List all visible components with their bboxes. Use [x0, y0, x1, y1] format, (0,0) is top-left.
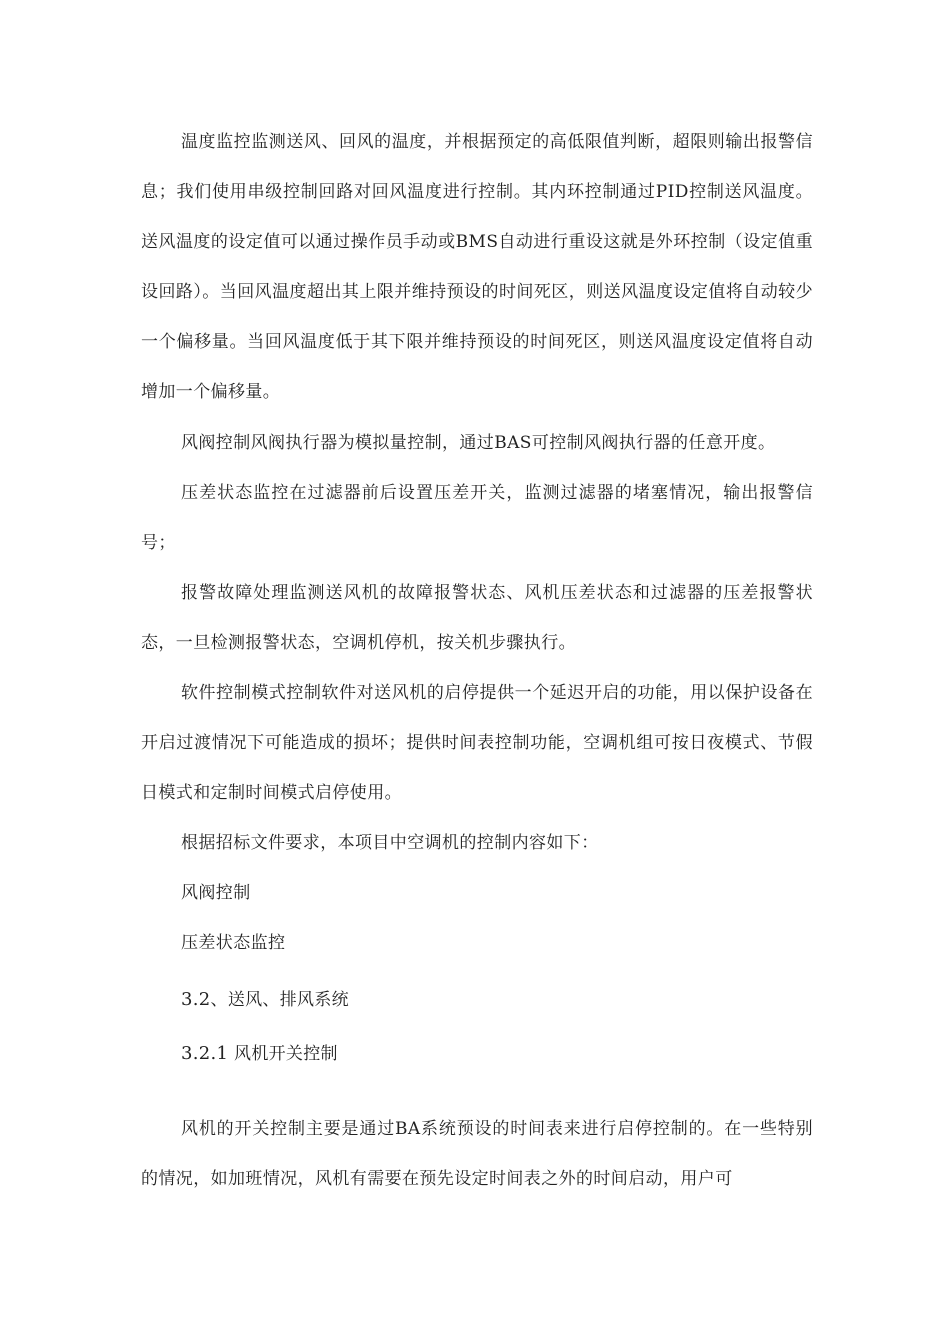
paragraph-temperature-monitoring: 温度监控监测送风、回风的温度，并根据预定的高低限值判断，超限则输出报警信息；我们使用串级控制回路对回风温度进行控制。其内环控制通过PID控制送风温度。送风温度的设定值可以通过操作员手动或BMS自动进行重设这就是外环控制（设定值重设回路）。当回风温度超出其上限并维持预设的时间死区，则送风温度设定值将自动较少一个偏移量。当回风温度低于其下限并维持预设的时间死区，则送风温度设定值将自动增加一个偏移量。 [141, 132, 813, 402]
list-item-pressure-monitoring: 压差状态监控 [181, 933, 286, 953]
paragraph-alarm-handling: 报警故障处理监测送风机的故障报警状态、风机压差状态和过滤器的压差报警状态，一旦检测报警状态，空调机停机，按关机步骤执行。 [141, 583, 813, 653]
paragraph-tender-requirements: 根据招标文件要求，本项目中空调机的控制内容如下： [181, 833, 599, 853]
paragraph-damper-control: 风阀控制风阀执行器为模拟量控制，通过BAS可控制风阀执行器的任意开度。 [181, 433, 776, 453]
paragraph-pressure-monitoring: 压差状态监控在过滤器前后设置压差开关，监测过滤器的堵塞情况，输出报警信号； [141, 483, 813, 553]
section-number: 3.2 [181, 989, 211, 1010]
paragraph-fan-switch-control: 风机的开关控制主要是通过BA系统预设的时间表来进行启停控制的。在一些特别的情况，如加班情况，风机有需要在预先设定时间表之外的时间启动，用户可 [141, 1119, 813, 1189]
section-number: 3.2.1 [181, 1043, 229, 1064]
section-heading-3-2-1 [181, 1029, 338, 1079]
section-heading-3-2 [181, 975, 349, 1025]
list-item-damper-control: 风阀控制 [181, 883, 251, 903]
section-title: 风机开关控制 [228, 1044, 338, 1064]
paragraph-software-control: 软件控制模式控制软件对送风机的启停提供一个延迟开启的功能，用以保护设备在开启过渡情况下可能造成的损坏；提供时间表控制功能，空调机组可按日夜模式、节假日模式和定制时间模式启停使用。 [141, 683, 813, 803]
section-title: 、送风、排风系统 [210, 990, 349, 1010]
